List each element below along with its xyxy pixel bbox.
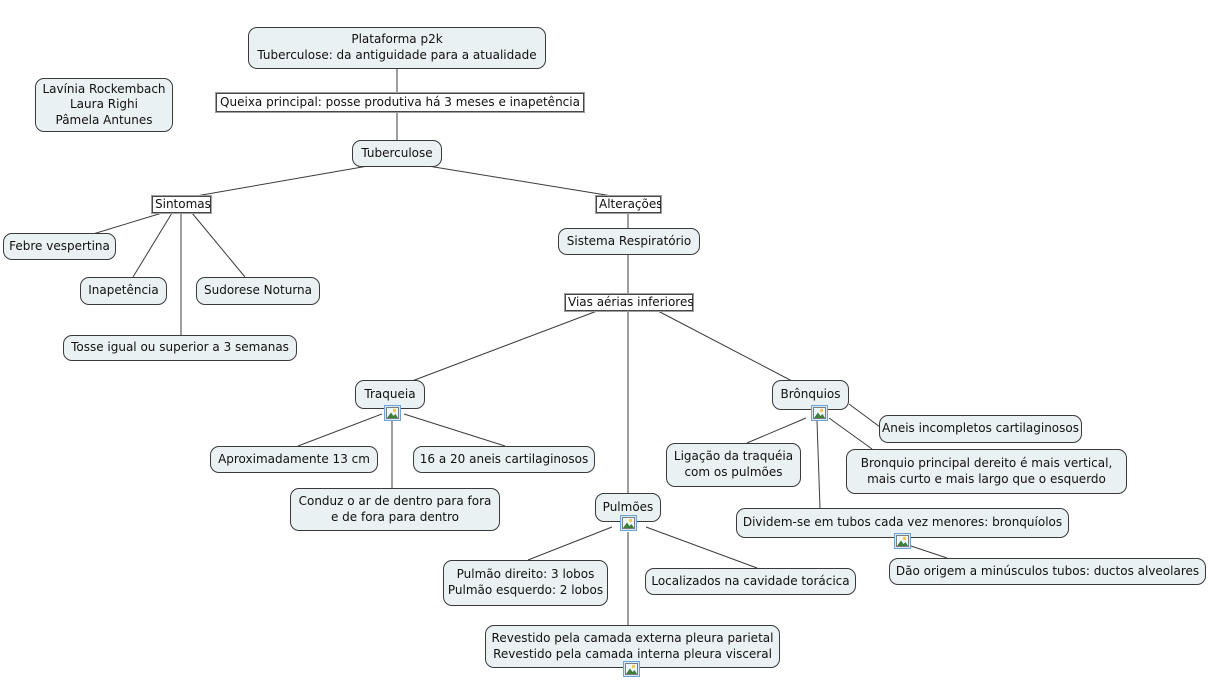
node-bronquio-principal[interactable] [846,449,1127,494]
node-dao-origem-text: Dão origem a minúsculos tubos: ductos alveolares [895,563,1200,578]
node-sudorese-noturna[interactable] [196,277,320,305]
edge-bronquios-ligacao [747,418,806,443]
edge-vias-bronquios [658,311,792,381]
node-16-a-20-aneis[interactable] [413,446,595,473]
edge-bronquios-principal [829,418,872,449]
node-bronquio-principal-line1: Bronquio principal dereito é mais vertical, [860,455,1113,470]
node-dao-origem[interactable] [889,558,1206,585]
node-conduz-o-ar[interactable] [290,488,500,531]
node-dividem-se-text: Dividem-se em tubos cada vez menores: bronquíolos [742,515,1063,530]
node-aneis-incompletos[interactable] [879,415,1082,443]
label-alteracoes[interactable] [596,196,661,213]
label-alteracoes-text: Alterações [599,197,663,211]
node-conduz-o-ar-line2: e de fora para dentro [330,509,460,524]
edge-sintomas-febre [93,213,162,234]
node-title[interactable] [248,27,546,69]
node-aproximadamente-13cm-text: Aproximadamente 13 cm [218,451,370,466]
node-ligacao-traqueia[interactable] [666,443,801,487]
edge-dividem-dao-origem [908,545,947,558]
node-pulmao-lobos[interactable] [443,560,608,606]
label-vias-aerias-inferiores-text: Vias aérias inferiores [568,295,694,309]
node-ligacao-traqueia-line1: Ligação da traquéia [673,449,794,464]
node-title-line2: Tuberculose: da antiguidade para a atualidade [257,48,537,62]
dividem-image-resource-icon[interactable] [894,533,911,549]
revestido-image-resource-icon[interactable] [623,661,640,677]
node-localizados-text: Localizados na cavidade torácica [651,573,850,588]
label-queixa-principal[interactable] [216,93,584,112]
node-title-line1: Plataforma p2k [351,32,443,47]
node-localizados[interactable] [645,568,856,595]
node-tosse-text: Tosse igual ou superior a 3 semanas [71,340,289,355]
node-aproximadamente-13cm[interactable] [210,446,378,473]
node-inapetencia-text: Inapetência [88,283,159,298]
traqueia-image-resource-icon[interactable] [384,405,401,421]
edge-tuberculose-sintomas [196,166,368,196]
node-authors-line2: Laura Righi [70,97,138,112]
node-inapetencia[interactable] [80,277,167,305]
node-revestido-line1: Revestido pela camada externa pleura parietal [491,630,774,645]
node-pulmao-lobos-line1: Pulmão direito: 3 lobos [456,567,595,582]
edge-bronquios-aneis-incompletos [849,404,880,427]
node-tuberculose[interactable] [352,140,442,167]
node-16-a-20-aneis-text: 16 a 20 aneis cartilaginosos [419,451,589,466]
node-febre-vespertina-text: Febre vespertina [9,238,110,253]
node-bronquio-principal-line2: mais curto e mais largo que o esquerdo [867,471,1106,486]
edge-traqueia-aneis [404,414,505,446]
node-revestido-line2: Revestido pela camada interna pleura visceral [493,646,772,661]
label-sintomas-text: Sintomas [155,197,211,211]
node-authors-line3: Pâmela Antunes [55,112,153,127]
node-ligacao-traqueia-line2: com os pulmões [684,465,783,479]
node-febre-vespertina[interactable] [3,233,116,260]
label-vias-aerias-inferiores[interactable] [565,294,693,311]
bronquios-image-resource-icon[interactable] [811,405,828,421]
node-bronquios-text: Brônquios [780,387,841,402]
node-pulmoes-text: Pulmões [602,499,654,514]
node-tosse[interactable] [63,335,297,361]
node-authors[interactable] [35,78,173,132]
label-sintomas[interactable] [152,196,211,213]
node-traqueia-text: Traqueia [364,386,416,401]
node-tuberculose-text: Tuberculose [361,145,433,160]
edge-tuberculose-alteracoes [428,166,612,196]
label-queixa-principal-text: Queixa principal: posse produtiva há 3 meses e inapetência [220,95,580,109]
node-sistema-respiratorio-text: Sistema Respiratório [566,233,692,248]
edge-sintomas-sudorese [192,213,245,277]
edge-vias-traqueia [412,311,597,381]
node-conduz-o-ar-line1: Conduz o ar de dentro para fora [298,493,492,508]
pulmoes-image-resource-icon[interactable] [620,515,637,531]
edge-bronquios-dividem [817,421,820,508]
edge-sintomas-inapetencia [133,213,172,277]
edge-pulmoes-lobos [528,527,612,560]
node-sudorese-noturna-text: Sudorese Noturna [204,283,312,298]
edge-traqueia-aproximadamente [298,414,382,446]
node-pulmao-lobos-line2: Pulmão esquerdo: 2 lobos [447,583,604,597]
node-sistema-respiratorio[interactable] [558,228,700,255]
node-authors-line1: Lavínia Rockembach [42,81,166,96]
node-aneis-incompletos-text: Aneis incompletos cartilaginosos [882,421,1079,436]
